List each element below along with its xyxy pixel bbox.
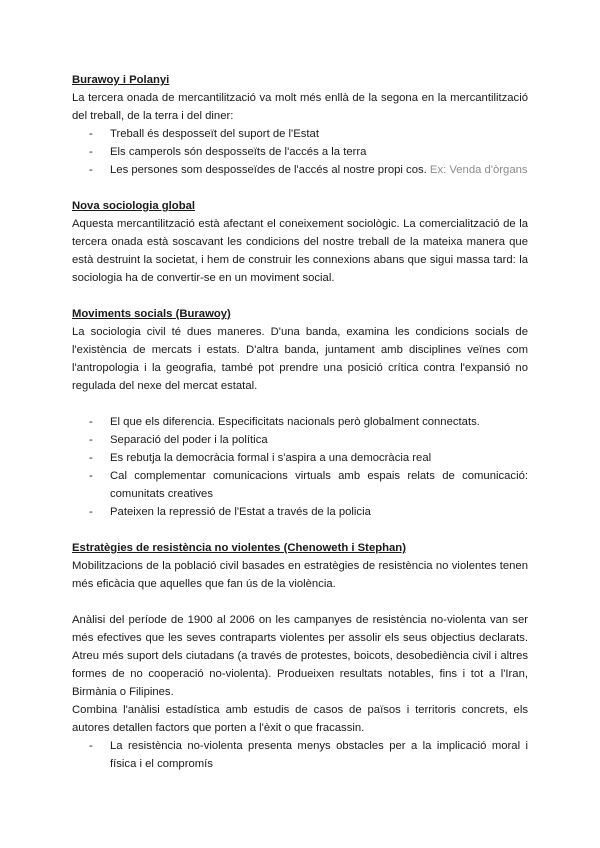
dash-bullet: - — [89, 416, 93, 428]
dash-bullet: - — [89, 506, 93, 518]
paragraph: La sociologia civil té dues maneres. D'una banda, examina les condicions socials de l'existència de mercats i estats. D'altra banda, juntament amb disciplines veïnes com l'antropologia i la geografia, també pot prendre una posició crítica contra l'expansió no regulada del nexe del mercat estatal. — [72, 326, 528, 392]
paragraph: Aquesta mercantilització està afectant el coneixement sociològic. La comercialització de la tercera onada està soscavant les condicions del nostre treball de la mateixa manera que està destruint la societat, i hem de construir les connexions abans que sigui massa tard: la sociologia ha de convertir-se en un moviment social. — [72, 218, 528, 284]
dash-bullet: - — [89, 434, 93, 446]
list-item — [72, 143, 528, 161]
dash-bullet: - — [89, 128, 93, 140]
paragraph: Mobilitzacions de la població civil basades en estratègies de resistència no violentes tenen més eficàcia que aquelles que fan ús de la violència. — [72, 560, 528, 590]
list-item-text: Treball és desposseït del suport de l'Estat — [110, 128, 319, 140]
section-heading-burawoy-polanyi: Burawoy i Polanyi — [72, 74, 170, 86]
list-item — [72, 161, 528, 179]
list-item — [72, 125, 528, 143]
example-note: Ex: Venda d'òrgans — [429, 164, 528, 176]
list-item-text: Separació del poder i la política — [110, 434, 268, 446]
list-item-text: Els camperols són desposseïts de l'accés a la terra — [110, 146, 367, 158]
paragraph: Combina l'anàlisi estadística amb estudis de casos de països i territoris concrets, els autores detallen factors que porten a l'èxit o que fracassin. — [72, 704, 528, 734]
dash-bullet: - — [89, 452, 93, 464]
section-heading-moviments-socials: Moviments socials (Burawoy) — [72, 308, 231, 320]
paragraph: Anàlisi del període de 1900 al 2006 on les campanyes de resistència no-violenta van ser més efectives que les seves contraparts violentes per assolir els seus objectius declarats. Atreu més suport dels ciutadans (a través de protestes, boicots, desobediència civil i altres formes de no cooperació no-violenta). Produeixen resultats notables, fins i tot a l'Iran, Birmània o Filipines. — [72, 614, 528, 698]
section-heading-estrategies-resistencia: Estratègies de resistència no violentes (Chenoweth i Stephan) — [72, 542, 406, 554]
bullet-list — [72, 737, 528, 773]
list-item-text: Es rebutja la democràcia formal i s'aspira a una democràcia real — [110, 452, 432, 464]
dash-bullet: - — [89, 470, 93, 482]
list-item — [72, 413, 528, 431]
bullet-list — [72, 413, 528, 521]
list-item — [72, 503, 528, 521]
list-item-text: Pateixen la repressió de l'Estat a través de la policia — [110, 506, 371, 518]
bullet-list — [72, 125, 528, 179]
paragraph: La tercera onada de mercantilització va molt més enllà de la segona en la mercantilització del treball, de la terra i del diner: — [72, 92, 528, 122]
list-item-text: Les persones som desposseïdes de l'accés al nostre propi cos. — [110, 164, 427, 176]
document-page — [72, 71, 528, 773]
list-item — [72, 737, 528, 773]
dash-bullet: - — [89, 164, 93, 176]
list-item — [72, 467, 528, 503]
list-item — [72, 449, 528, 467]
list-item — [72, 431, 528, 449]
list-item-text: Cal complementar comunicacions virtuals amb espais relats de comunicació: comunitats creatives — [110, 470, 528, 500]
list-item-text: La resistència no-violenta presenta menys obstacles per a la implicació moral i física i el compromís — [110, 740, 528, 770]
dash-bullet: - — [89, 146, 93, 158]
dash-bullet: - — [89, 740, 93, 752]
section-heading-nova-sociologia: Nova sociologia global — [72, 200, 196, 212]
list-item-text: El que els diferencia. Especificitats nacionals però globalment connectats. — [110, 416, 480, 428]
